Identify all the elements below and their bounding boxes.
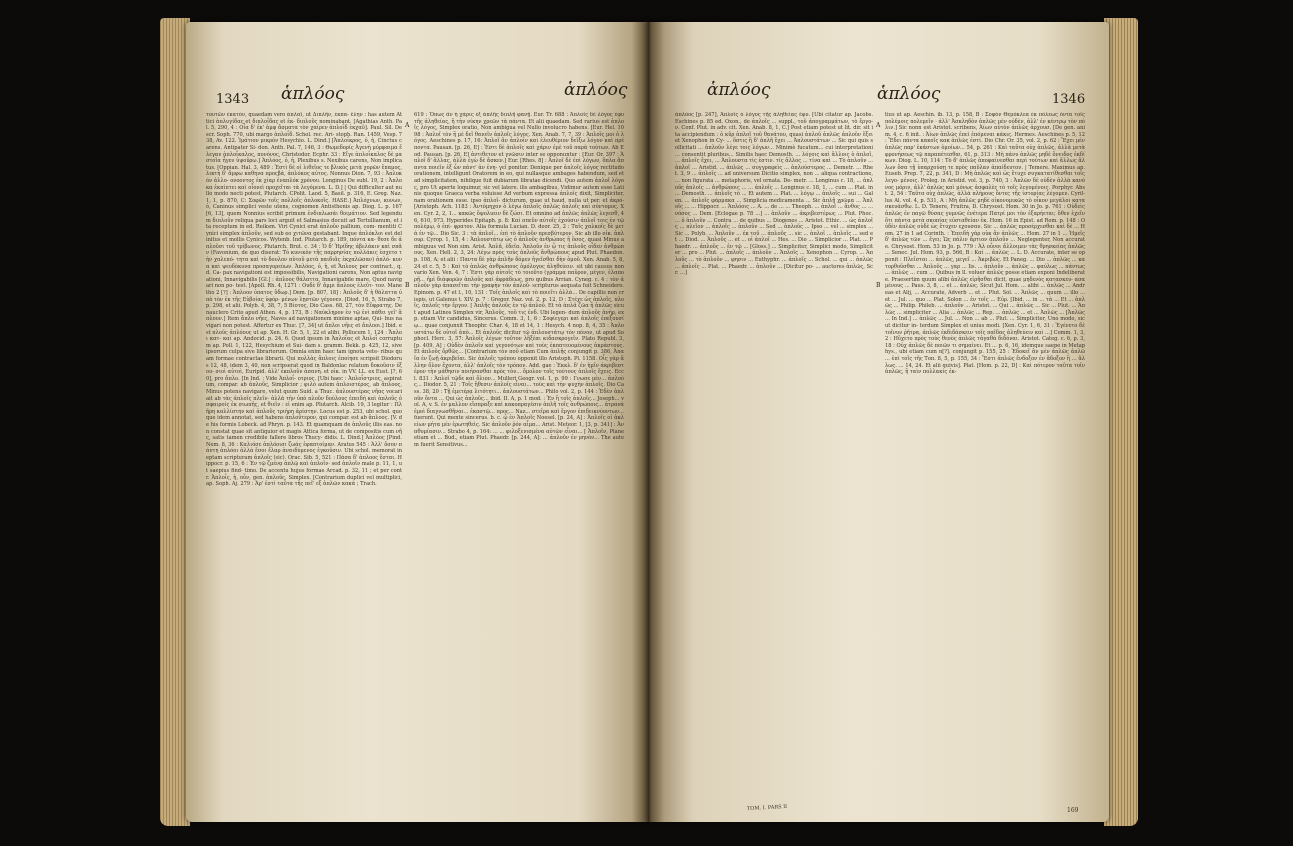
left-page-number: 1343 xyxy=(216,92,250,107)
right-page-number: 1346 xyxy=(1052,92,1086,107)
left-column-a: τουτῶν ἑκατὸν, quaedam vero ἁπλαῖ, ut Διπλῆν, ἐκπα- ἔλην : has autem Attici ἀπλυγίδας et διπλοΐδας et ἐκ- διπλοῦς nominabant. [Agathias Anth. Pal. 5, 290, 4 : Οἷα δ' ἐκ' ἀμφ ἄσματα τὸν χαίρεν ἁπλοΐδ ἐκχαῦ]. Paul. Sil. Descr. Soph. 770, ubi margo ἁπλοΐδ. Schol. rec. Ari- stoph. Ran. 1459, Vesp. 738, Av. 122. Ἱμάτιον μικρόν Hesychio. L. Dind.] [Ἁπλοΐκρος, ὁ, ἡ, Cinctus carens. Antipater Si- don. Anth. Pal. 7, 146, 3 : Θωμεδορίς Ἀγενὴ μύρφαιμα ἔλεγαν ἀπλοΐκαλος, πυνόνος, Christodor. Ecphr. 33 : Εἴγε ἀπλοΐκαλος δὲ μαστοῖα ἦγεν ὑψοῦρω.] Ἁπλόος, ὁ, ἡ, Plexibus s. Nexibus carens, Non implicatus. [Oppian. Hal. 3, 489 : Ἐστὶ δὲ οἱ λιθεῖος τε βλικὸς μετὰ χορῶν ἔπαμος, λικτὴ δ' ἄμφω καθηνα προςβά, ἀπλόκος αὐτος. Nonnus Dion. 7, 93 : Ἀπλοκόν ἀλλο- ονοοντος ἐκ χίαρ ἐναπλόκ χρόνου. Longinus De subl. 19, 2 : Ἀπλοκα ἐκπίπτει καὶ οἷονεὶ προχεῖται τὰ λεγόμενα. L. D.] | Qui difficulter aut nullo modo necti potest, Plutarch. CPolit. Laod. 5, Basil. p. 316, E. Greg. Naz. 1, 1, p. 870, C: Σοφῶν τοῖς πολλοῖς ἀπλοκοῖς. HASE.] Ἀπλόχνων, κυνων, ὁ, Caninus simplici veste utens, cognomen Antisthenis ap. Diog. L. p. 167 [6, 13], quem Nonnius scribit primum ἐνδιπλωσάι θοιμάτιον. Sed legendum διπλοῦν reliqua pars loci arguit et Salmasius docuit ad Tertullianum, et ita receptum in ed. Reiksm. Viri Cynici erat ἁπλοῦν pallium, com- mentiti Cynici simplex ἁπλοῦν, sed sub eo χιτῶνα gestabant. Inque ἀπλόκλοι est delinitus et mollis Cynicos. Wytenb. Ind. Plutarch. p. 189, πόντα κα- θεσε δε ἁπλοῦσι τοῦ τρίβωνος. Plutarch. Brut. c. 34 : Ὁ δ' Ἠρίδης ἀβελάκιν καὶ σπᾶν (Favonium, de quo diserat: Τὸ κυνικὸν τῆς παρρησίας πολλάκις ἐσχετο τὴν χαλεπό- τητα καὶ τὸ δουλον αὐτοῦ μετὰ παιδιᾶς ἐκχαλῶσαν) ἀπλό- κυνα καὶ ψευδόκυνα προσαγορεύων. Ἀπλόος, ὁ, ἡ, et Ἄπλους per contract., q. d. Ca- pax navigationi est impossibilis, Navigationi carens, Non aptus navigationi, Innavigabilis [Gl.] : ἀπλοος θάλαττα, Innavigabile mare, Quod navigari non po- test. [Apoll. Rh. 4, 1271 : Ουδὲ δ' ἄμμι ἄπλοος ἐλεῦτ- τον. Manetho 2 [?] : Ἀπλοον ὑπατος ὕδωρ.] Dem. [p. 807, 18] : Ἀπλοῦς δ' ἡ θάλαττα ὑπὸ τὸν ἐκ τῆς Εὐβοίας ὑφόρ- μένων λῃστῶν γέγονεν. [Diod. 16, 5, Strabo 7, p. 298, et alii. Polyb. 4, 38, 7, 5 Βίοτος, Dio Cass. 68, 27, τὸν Εὔφρατης. De nauclero Crito apud Athen. 4, p. 173, B : Ναύκληρον ἐν τῷ ἑνὶ πάθει γεῖ' ἄπλουν.] Item ἄπλο νῆες, Naves ad navigationem minime aptae, Qui- bus navigari non potest. Affertur ex Thuc. [7, 34] ut ἄπλοι νῆες et ἄπλοοι.] Ibid. est πλοῦς ἀπλόους ut ap. Xen. H. Gr. 5, 1, 22 et alibi. Pollucem 1, 124 : Ἄπλοι κατ- καὶ ap. Andocid. p. 24, 6. Quod ipsum in Ἀπλοΐας et Ἀπλοΐ corruptum ap. Poll. 1, 122, Hesychium et Sui- dam s. gramm. Bekk. p. 425, 12, sive ipsorum culpa sive librariorum. Omnia enim haec tam ignota vete- ribus quam formae contractae librarii. Qui πολλὰς ἄπλοις ἐποίησε scripsit Diodorus 12, 48, idem 3, 40, non scripserat quod in Baldonlac relatum δοκοῦσιν ἐξου- σιοὶ αὐτοὶ, Euripid. ἀλλ' ἐκπλοῦν ἀσανὴ. et οἰκ. in VV. LL. ex Eust. [?, 60], pro ἄπλο. [In Ind. : Vide Ἀπλοΐ- οτριος. [Ubi haec : Ἀπλοΐστριος, aspiratum, compar. ab ἁπλοῦς, Simplicior ; φιλὸ autem ἀπλοιστέρος, ab ἄπλοος, Minus potens navigare, velut quum Suid. a Thuc. ἀπλουστέρας νῆας vocari ait ab τὰς ἀπλοῖς πλεῖν· ἀλλὰ τὴν ὑπὸ πλοῦν δούλους ἐπειδὴ καὶ ἀπλοῦς ὀσφαιροίς ἐκ σιωπῆς, et θιεῖν : εἰ enim ap. Plutarch. Alcib. 19, 3 legitur : Πλῆρη καλλίστην καὶ ἀπλοῦς τριήρη ἀρίστην. Locus est p. 253, ubi schol. quoque idem annotat, sed habens ἀπλοῦτερον, qui compar. est ab ἄπλοος. [V. de his formis Lobeck. ad Phryn. p. 143. Et quamquam de ἀπλοῦς illis eas. non constat quae sit antiquior et magis Attica forma, ut de compositis cum νῆς, satis tamen credibile fallere libros Thucy- didis. L. Dind.] Ἀπλόος [Pind. Nem. 8, 36 : Καλιόσε ἁπλόοισι ζωάς ἐφαπτοίμαν. Aratus 545 : Ἀλλ' ὅσον πάντη ἁπλόοι ἀλλὰ ἔσοι ἔλαρ ἀναιδύμενος ἐγκοῦσιν. Ubi schol. memorat ineptam scripturam ἁπλοῖς (sic). Orac. Sib. 5, 521 : Πάσα δ' ἁπλοος ἔσται. Hippocr. p. 15, 6 : Ἐν τῷ ζμένᾳ ἀπλῷ καὶ ἁπλοῖν· sed ἁπλοῖν male p. 11, 1, ut saepius find- timo. De accentu hujus formae Arcad. p. 32, 11 ; et per contr. Ἁπλοΐς, ἡ, οὖν, gen. ἁπλοῦς, Simplex. [Contrarium duplici vel multiplici, ap. Soph. Aj. 279 : Ἀρ' ἐστὶ ταῦτα τῆς πεῖ' εξ ἁπλῶν κακά ; Trach. xyxy=(206,112,402,488)
left-page-center-headword: ἁπλόος xyxy=(564,80,628,100)
book-gutter xyxy=(632,22,664,822)
right-column-c: ἁπλόος [p. 247], Ἁπλοῖς ὁ λόγος τῆς ἀληθείας ἔφυ. [Ubi citatur ap. Jacobs. Eschines p. 85 ed. Oxon., de ἁπλοῖς ... suppl., τοῦ ἀπογραμμάτων, τὸ ἔργο- ν. Conf. Plut. in adv. cit. Xen. Anab. 8, 1, C.] Post etiam potest ut lit. dir. sit ita accipiendum : ὁ κῦρ ἁπλοῖ τοῦ θανάτου, quasi ἀπλοῦ ἀπλῶς ἁπλοῦν ἕξει et Xenophon in Cy- ... ὅστις ἢ δ' ἀπλῆ ἔχει ... Ἁπλουστάτων ... Sic qui quis sollicitati ... ἁπλοῦν λέγε τοις λόγων... Minimè fucatum... cui interpretationi ... consentit pluribus... Similis haec Demosth. ... λόγοις καὶ ἄλλοις ὁ ἁπλοῖ, ... ἁπλοῖς ἔχει, ... Ἁπλουστα τίς ἐστιν. τίς ἄλλος ... τίνα καὶ ... Τὸ ἁπλοῦν ... ἁπλοῖ ... Aristid. ... ἁπλῶς ... συγγραφεὶς ... ἁπλούστερος ... Demetr. ... Rhet. 3, 9 ... ἁπλοῖς ... ad universum Dicitio simplex, non ... aliqua contractione, ... non figurata ... metaphoris, vel ornata. De- metr. ... Longinus c. 18, ... ἁπλοῦς ἀπλοῖς ... ἀνθρώποις ... ... ἁπλοῖς ... Longinus c. 18, 1, ... cum ... Plat. in ... Demosth. ... ἁπλοῖς τὸ ... Et autem ... Plat. ... λόγῳ ... ἁπλοῖς ... sui ... Galen. ... ἁπλοῖς φάρμακα ... Simplicia medicamenta ... Sic ἁπλῇ χρῶμα ... Ἁπλοῖς ... ... Hippocr. ... Ἁπλόοις ... A. ... de ... ... Theoph. ... ἁπλοῖ ... ἄνθος ... ... νόσος ... Dem. [Eclogae p. 78 ...] ... ἁπλοῦν ... ἀκριβεστέρως ... Plut. Ρhoc. ... ὁ ἁπλοῦν ... Contra ... de quibus ... Diogenes ... Aristot. Ethic. ... ὡς ἁπλοῖς ... πλεῖον ... ἁπλοῖς ... ἁπλοῦν ... Sed ... ἁπλοῦς ... Ipso ... vel ... simplex ... Sic ... Polyb. ... Ἁπλοῦν ... ἐκ τοῦ ... ἁπλοῦς ... sic ... ἁπλοῖ ... ἁπλοῖς ... sed et ... Diod. ... Ἁπλοῦς ... et ... οἱ ἁπλοῖ ... Hes. ... Dio ... Simplicior ... Plat. ... Phaedr. ... ἁπλοῦς ... ἐν τῷ ... [Gloss.] ... Simpliciter, Simplici modo, Simpliciter ... pro ... Plut. ... ἁπλοῖς ... ἁπλοῦν ... Ἁπλοῖς ... Xenophon ... Cyrop. ... Ἁπλοῦς ... τὸ ἁπλοῦν ... φησιν ... Euthyphr. ... ἁπλοῖς ... Schol. ... qui ... ἁπλῶς ... ἁπλοῖς ... Plat. ... Phaedr. ... ἁπλοῦν ... [Dicitur po- ... auctores ἁπλῶς, Scr. ...] xyxy=(675,112,873,277)
left-column-b: 619 : Ὅπως ἂν ἡ χάρις εξ ἁπλῆς διπλῆ φανῇ. Eur. Tr. 688 : Ἁπλοῖς δὲ λόγος ἐφυ τῆς ἀληθείας, ἢ τὴν νίκην χρεῶν τὰ πάντα. Et alii quaedam. Sed rarius est ἁπλοῖς λόγος, Simplex oratio, Non ambigua vel Nullo involucro habens. [Eur. Hel. 1098 : Ἁπλοῖ τὸν ἢ μὲ δεῖ θανεῖν ἁπλοῖς λόγος. Xen. Anab. 7, 7, 39 : Ἁπλοῖς μοι ὁ λόγος. Aeschines p. 17, 16: Ἁπλοῖ ἂν ἀπλοΐν καὶ ἐλευθέριον δεῖξω λόγον καὶ πρέποντα. Pausan. [p. 26, E] : Ἐστι δὲ ἁπλοῖς καὶ χάριν ἐμὲ τοῦ παρὰ τούτων. Ab Eod. Pausan. [p. 26, E] ἀντιθετον et γνῶσιν inter se opponuntur : [Eur. Or. 397 : Ἁπλοῖ δ' ἄλλας, ἀλλὰ ἐγὼ δὲ ἄσκεν.] Eur. [Rhes. 8] : Ἁπλοῖ δὲ ἐπὶ λόγων, ὅπλα ἅπαντα ποιεῖν ἐξ ὦν πάντ' ἀν ἐνη- γεῖ ponitur. Denique per ἁπλοῖς λόγος rectitudo orationem, intelligunt Oratorem in eo, qui nullasque ambages habendum, sed et ad simplicitatem, nihilque fuit dubiarum libratae dicendi. Quo autem ἁπλοῖ λόγος, pro Ut aperte loquimur, sic vel latere. ilis ambagibus, Vidimur autem esse Latinis quoque Graeca verba voluisse Ad verbum expressa ἁπλοῖς dixit, Simpliciter, nam orationem esse. ipso ἁπλοῖ- dicturum, quae ut haud, nulla ut per. et ἀκρό- [Aristoph. Ach. 1183 : Ἀντόμηχον ὁ λέγω ἁπλοῖς ἀπλῶς ἁπλοῖς καὶ σύντομος. Xen. Cyr. 2, 2, 1... κακῶς ὄψολυειν δὲ ζώσι. Et omnino ad ἀπλῶς ἁπλῶς λεγεσθ, 46, 610, 973. Hyperides Epitaph. p. 8: Καὶ σπεῦν αὐτοῖς ἐχούσιν ἁπλοῖ τοις ἐν τῷ πολέμῳ, ὁ ἐπί- φρατον. Alia formula Lucian. D. deor. 25, 2 : Ταῖς χαλκοῖς δὲ μετὰ ἐν τῷ... Dio Sic. 3 : τὰ ἁπλοῖ... ἐπὶ τὸ ἁπλοῦν πρεσβύτερον. Sic ab illo οἰκ. ἁπλουρ. Cyrop. 1, 15, 4 : Ἁπλουστάτῳ ὡς ὁ ἁπλοῦς ἀνθρώπος ἢ ὅσος, quasi Minus ambiguus vel Non sim. Arist. Ἁπλᾶ, ἐδεῖα. Ἁπλοῦν ἐν ᾧ τις ἁπλοῦς οἶδεν ἀνθρώπους. Xen. Hell. 2, 3, 24: Λέγω πρὸς τοὺς ἁπλοῦς ἄνθρώπους apud Plut. Phaedon. p. 108, A; et alii : Παντα δὲ γὰρ ἁπλῆν δόμεν ἡγεῖσθαι δὴν ὁμοῦ. Xen. Anab. 5, 8, 24 et c. 5, 5 : Καὶ τὸ ἁπλῶς ἀνθρώπους ὁμόλογος ἀληθεύειν. sit ubi causus non vario Xen. Ven. 4, 7 : Ἐστι γὰρ αὐτοῖς τὸ τοιοῦτο (γράμμα παῦρον, μέγεν, ἐλαπορῆ... ἡμὶ διάφορῶν ἁπλοῦς καὶ ἀφράδεως, pro quibus Arrian. Cyneg. c. 4 : τὸν ἁπλοῦν γὰρ ἀπασεῖται τὴν γραφὴν τὸν ἀπλοῦ- scripturus aequata fuit Schneidero. Epinom. p. 47 et l., 10, 131 : Τοῖς ἁπλοῖς καὶ τὸ ποιεῖτι ἀλλὰ... De capillis non crispis, ut Galenus t. XIV. p. 7 : Gregor. Naz. vol. 2, p. 12, D : Στέχε ὡς ἁπλοῖς, πλοῖς, ἁπλοῖς τὴν ἔργον. [ Ἁπλῆς ἁπλοῦς ἐν τῷ ἁπλοῦ. Et τὰ ἁπλᾶ ζῶα ἢ ἁπλῶς sicut apud Latinos Simplex vir, Ἁπλοῦς, τοῦ τις ἐνδ. Ubi legen- dum ἁπλοῦς ἀνὴρ, exp. etiam Vir candidus, Sincerus. Comm. 3, 1, 6 : Σοφίεγερι καὶ ἀπλοῖς ἐπεξουσίῳ... quae conjunxit Theophr. Char. 4, 18 et 14, 1 : Hesych. 4 nop. 8, 4, 35 : Ἁπλουστάτω δὲ οὐτοῖ ἀπὸ... Et ἁπλοῦς dicitur τῷ ἀπλουστάτῳ τὸν πόνον, ut apud Sophocl. Herc. 3, 57: Ἁπλοῖς λέγων τοῦτον λῆξέαι κιδασκρογεῖν. Plato Republ. 3, [p. 409, A] : Οὐδὲν ἁπλοῖν καὶ γεγονότων καὶ τοὺς ἐκπατευομένους ἁκράστους. Et ἁπλοῦς ὄρθῶς... [Contrarium τὸν ποῦ etiam Cum ἁπλῆς conjungit p. 386, Ἀπαῖα ἐν ζωῇ ἀκριβεῖαι. Sic ἁπλοῖς τρόπου opponit illo Aristoph. Pl. 1158. Οἷς γὰρ ἄλλην ὅλον ἔχοντα, ἀλλ' ἁπλοῖς τὸν τρόπον. Add. gae : Ἐκκλ. δ' ἐν ἡμῖν ἀκριβεστέρον τὴν μάθησιν ποιήσασθαι πρὸς τὸν... ὄμολον τοῖς τούτους ἁπλοῖς ἔχεις. Eccl. 831 : Ἁπλοῖ τῷδε καὶ ὄλιον... Mulleri Geogr. vol. 1, p. 99 : Γνωσε μὲν... ἁπλοὺς... Diodor. 5, 21 : Τοῖς ἤθεσιν ἁπλοῖς εἶναι... τοὺς καὶ τὴν ψυχὴν ἁπλοῖς. Dio Cass. 38, 20 : Τῇ ἑμετέρᾳ λιτότητι... ἁπλουστάτων... Philo vol. 2, p. 144 : Ἐδὲν ἁπλοῦν ὄντα ... Qui ὡς ἁπλοῦς... ibid. II. A, p. 1 mod. : Ἐν ἢ τοῖς ἁπλοῖς... Joseph... vol. A, v. S. ἐν μαλλον εἴσπραξε καὶ κακοπραγέσιν ἁπλῆ τοῖς ἀνθρώποις... ἀτρανὰ ἐμοὶ διαγνωσθῆναι... ἑκαστῷ... προς... Naz... στεῖρα καὶ ἔργον ἐπιδεικνύοντων... fuerunt. Qui mente sincerus. b. c. ᾧ ἐν Ἁπλοῖς Noesel. [p. 24, A] : Ἁπλοῖς οἱ ἀκλείων μήτα μέν ἐρωτηθεὶς. Sic ἁπλοῦν ῥόν αἷμα... Arist. Meteor. 1, [3, p. 341] : Ἀναθυμίασιν... Strabo 4, p. 164: ... ... φιλοξενισμένα αὐτῶν εἶναι... [ Ἁπλοῖν, Plane etiam et ... Bud., etiam Plut. Phaedr. [p. 244, A]: ... ἁπλοῦν ἐν μηνὸν... The autem fuerit Sensitivus... xyxy=(414,112,624,448)
left-column-marker-b: B xyxy=(405,282,410,289)
right-page-headword: ἁπλόος xyxy=(877,84,941,104)
right-page-stack-edge xyxy=(1104,18,1138,826)
right-column-marker-a: A xyxy=(876,122,881,129)
right-page-signature-number: 169 xyxy=(1067,807,1079,814)
right-column-d: tius ut ap. Aeschin. ib. 13, p. 158, B : Σοφὸν Θεμόκλεα ἐκ πόλεως ὄντα τοῖς πολέμοις πολεμεῖν · ἀλλ' Ἀσκληδὸν ἁπλῶς μὲν οὐδὲν, ἀλλ' ἐν κέντρῳ τὸν πόλιν.] Sic nonn est Aristot. scribens, Ἀίων αὐτὸν ἁπλῶς ἀρχουσ. [De gen. anim. 4, c. 6 init. : Ἀίων ἁπλῶς ἐπεὶ ἑπόμεναι κάκις. Hermes. Aeschines p. 5, 12 : Ἔδει πάντα κακοῖς κακ ἁπλῶς ἐστί. Dio Chr. Or. 35, vol. 2, p. 62 : Ἔχει μὲν ἁπλῶς παρ' ἑκάστων ὁμοίων... 54, p. 261 : Καὶ ταῦτα οὐχ ἁπλῶς, ἀλλὰ μετὰ φρονήσεως τῷ παραπέτεσθαι. 61, p. 313 : Μὴ πάνυ ἁπλῶς μηδὲ ὄνειδος ἐκδίκων. Diog. L. 10, 114 : Τὸ δ' ἁπλῶς ἀποφαίνεσθαι περὶ τούτων καὶ ἄλλως ἄλλων ὅσα τῇ ὑπαρχούσῃ τε πρὸς παῦλαν ἀπαίδευτον. | Temere. Maximus ap. Euseb. Prep. 7, 22, p. 341, D : Μὴ ἁπλῶς καὶ ὡς ἔτυχε συγκατατίθεσθαι τοῖς λεγο- μένοις. Proleg. in Aristid. vol. 3, p. 740, 3 : Ἀπλῶν δὲ οὐδὲν ἀλλὰ κανόνος μόριν, ἀλλ' ἁπλῶς καὶ μόνως ἀσφαλὲς τὸ τοῖς λεγομένοις. Porphyr. Abst. 2, 54 : Ταῦτα οὐχ ἁπλῶς, ἀλλὰ πλήρους ὄντες τῆς ἱστορίας λέγομεν. Cyril- lus Al. vol. 4, p. 531, A : Μὴ ἁπλῶς μηδὲ οἰκονομικῶς τὸ οἶκον μεγάλοι κατασκευάσθω. L. D. Tenere, Fruitra, D. Chrysost. Hom. 30 in Jo. p. 761 : Οὐδεὶς ἁπλῶς ἐν παγῶ θύσας γυμνῶς ἐνέτερα Πατρί μοι τὸν ἐξαρήεται; ὅθεν ἐχεῖν ὅτι πάντα μετὰ σκοπίας εὐσταθείαν ἐκ. Hom. 16 in Epist. ad Rom. p. 148 : Οὐδὲν ἁπλῶς οὐδὲ ὡς ἔτυχεν εχουσαν. Sic ... ἁπλῶς προσέρχεσθαι καὶ δὲ ... Hom. 27 in 1 ad Corinth. : Ἐπειδὴ γὰρ οὐκ ἂν ἁπλῶς ... Hom. 27 in 1 ... Ἡμεῖς δ' ἀπλῶς τῶν ... ἔγει; Ὡς πάλιν ἄρτιον ἀπλοῦν ... Neglegenter, Non accurate. Chrysost. Hom. 53 in Jo. p. 779 : Ἀλ οὖνοι ἄλλοιμεν τὰς θρησκείας ἀπλῶς ... Senec. Jul. Hom. 93, p. 566, B : Καὶ ... ἁπλῶς ... L. D. Accurate, inter se opponit : Πλεῖσται ... ἁπλῶς, μεγεῖ ... Ἀκριβῶς. Et Paneg. ... Dio ... ἁπλῶς ... κατορθοῦσθαι ... Ἀπλοῦς ... γαρ ... Iis. ... ἁπλοῦν ... ἁπλῶς ... φαύλως ... πάντως ... ἁπλῶς ... cum ... Quibus in ll. voluer ἁπλῶς posse etiam exponi Indeliberate. Praesertim quum alibi ἁπλῶς εἰρῆσθαι dicit, quae μηδενὸς κατασκευ- ασαμένους ... Paus. 3, 8, ... et ... ἁπλῶς. Sicut Jul. Hom. ... alibi ... ἁπλῶς ... Andreas et Alij, ... Accurate, Adverb ... et ... Plut. Sol. ... Ἁπλῶς ... quum ... illo ... et ... Jul. ... quo ... Plat. Solon ... ἐν τοῖς ... Εὐρ. [Ibid. ... in ... τὰ ... Et ... ἁπλῶς ... Philip. Phileb. ... ἁπλοῦν ... Aristot. ... Qui ... ἁπλῶς ... Sic ... Plut. ... Ἁπλῶς ... simpliciter ... Alia ... ἁπλῶς ... Rep. ... ἁπλῶς ... et ... Ἁπλῶς ... [Ἁπλῶς ... In Ind.] ... ἁπλῶς ... Jul. ... Non ... ab ... Plut. ... Simpliciter, Uno modo, sicut dicitur in- terdum Simplex et unius modi. [Xen. Cyr. 1, 6, 31 : Ἐγένετο δὲ τοῖνυν ῥῆτρα, ἁπλῶς ἐκδιδάσκειν τοῖς παῖδας ἀληθεύειν καὶ ...] Comm. 1, 3, 2 : Ηὔχετο πρὸς τοὺς θεοὺς ἁπλῶς τἀγαθὰ διδόναι. Aristot. Categ. c. 6, p. 3, 18 : Οὐχ ἁπλῶς δὲ ποιῶν τι σημαίνει. Et ... p. 6, 16, idemque saepe in Metaphys., ubi etiam cum n[?]. conjungit p. 155, 25 : Ἐδοκεῖ ἂν μὲν ἁπλῶς ἁπλῶ ... ἐπὶ τοῖς τῆς Τοπ. 8, 5, p. 155, 34 : Ἔστι ἁπλῶς ἔνδοξον ἐν ἄδοξον ἢ ... ἄλλως. ... 14, 24. Et alii quivis]. Plat. [Hom. p. 22, D] : Καὶ πότερον ταῦτα τοῖν ἁπλῶς, ἢ ταὶν πολλακίς ἐκ- xyxy=(885,112,1085,376)
left-page-headword: ἁπλόος xyxy=(281,84,345,104)
right-column-marker-b: B xyxy=(876,282,881,289)
right-page-footer: TOM. I. PARS II xyxy=(746,803,788,813)
left-column-marker-a: A xyxy=(405,122,410,129)
right-page xyxy=(647,22,1109,822)
left-page xyxy=(186,22,647,822)
right-page-center-headword: ἁπλόος xyxy=(707,80,771,100)
